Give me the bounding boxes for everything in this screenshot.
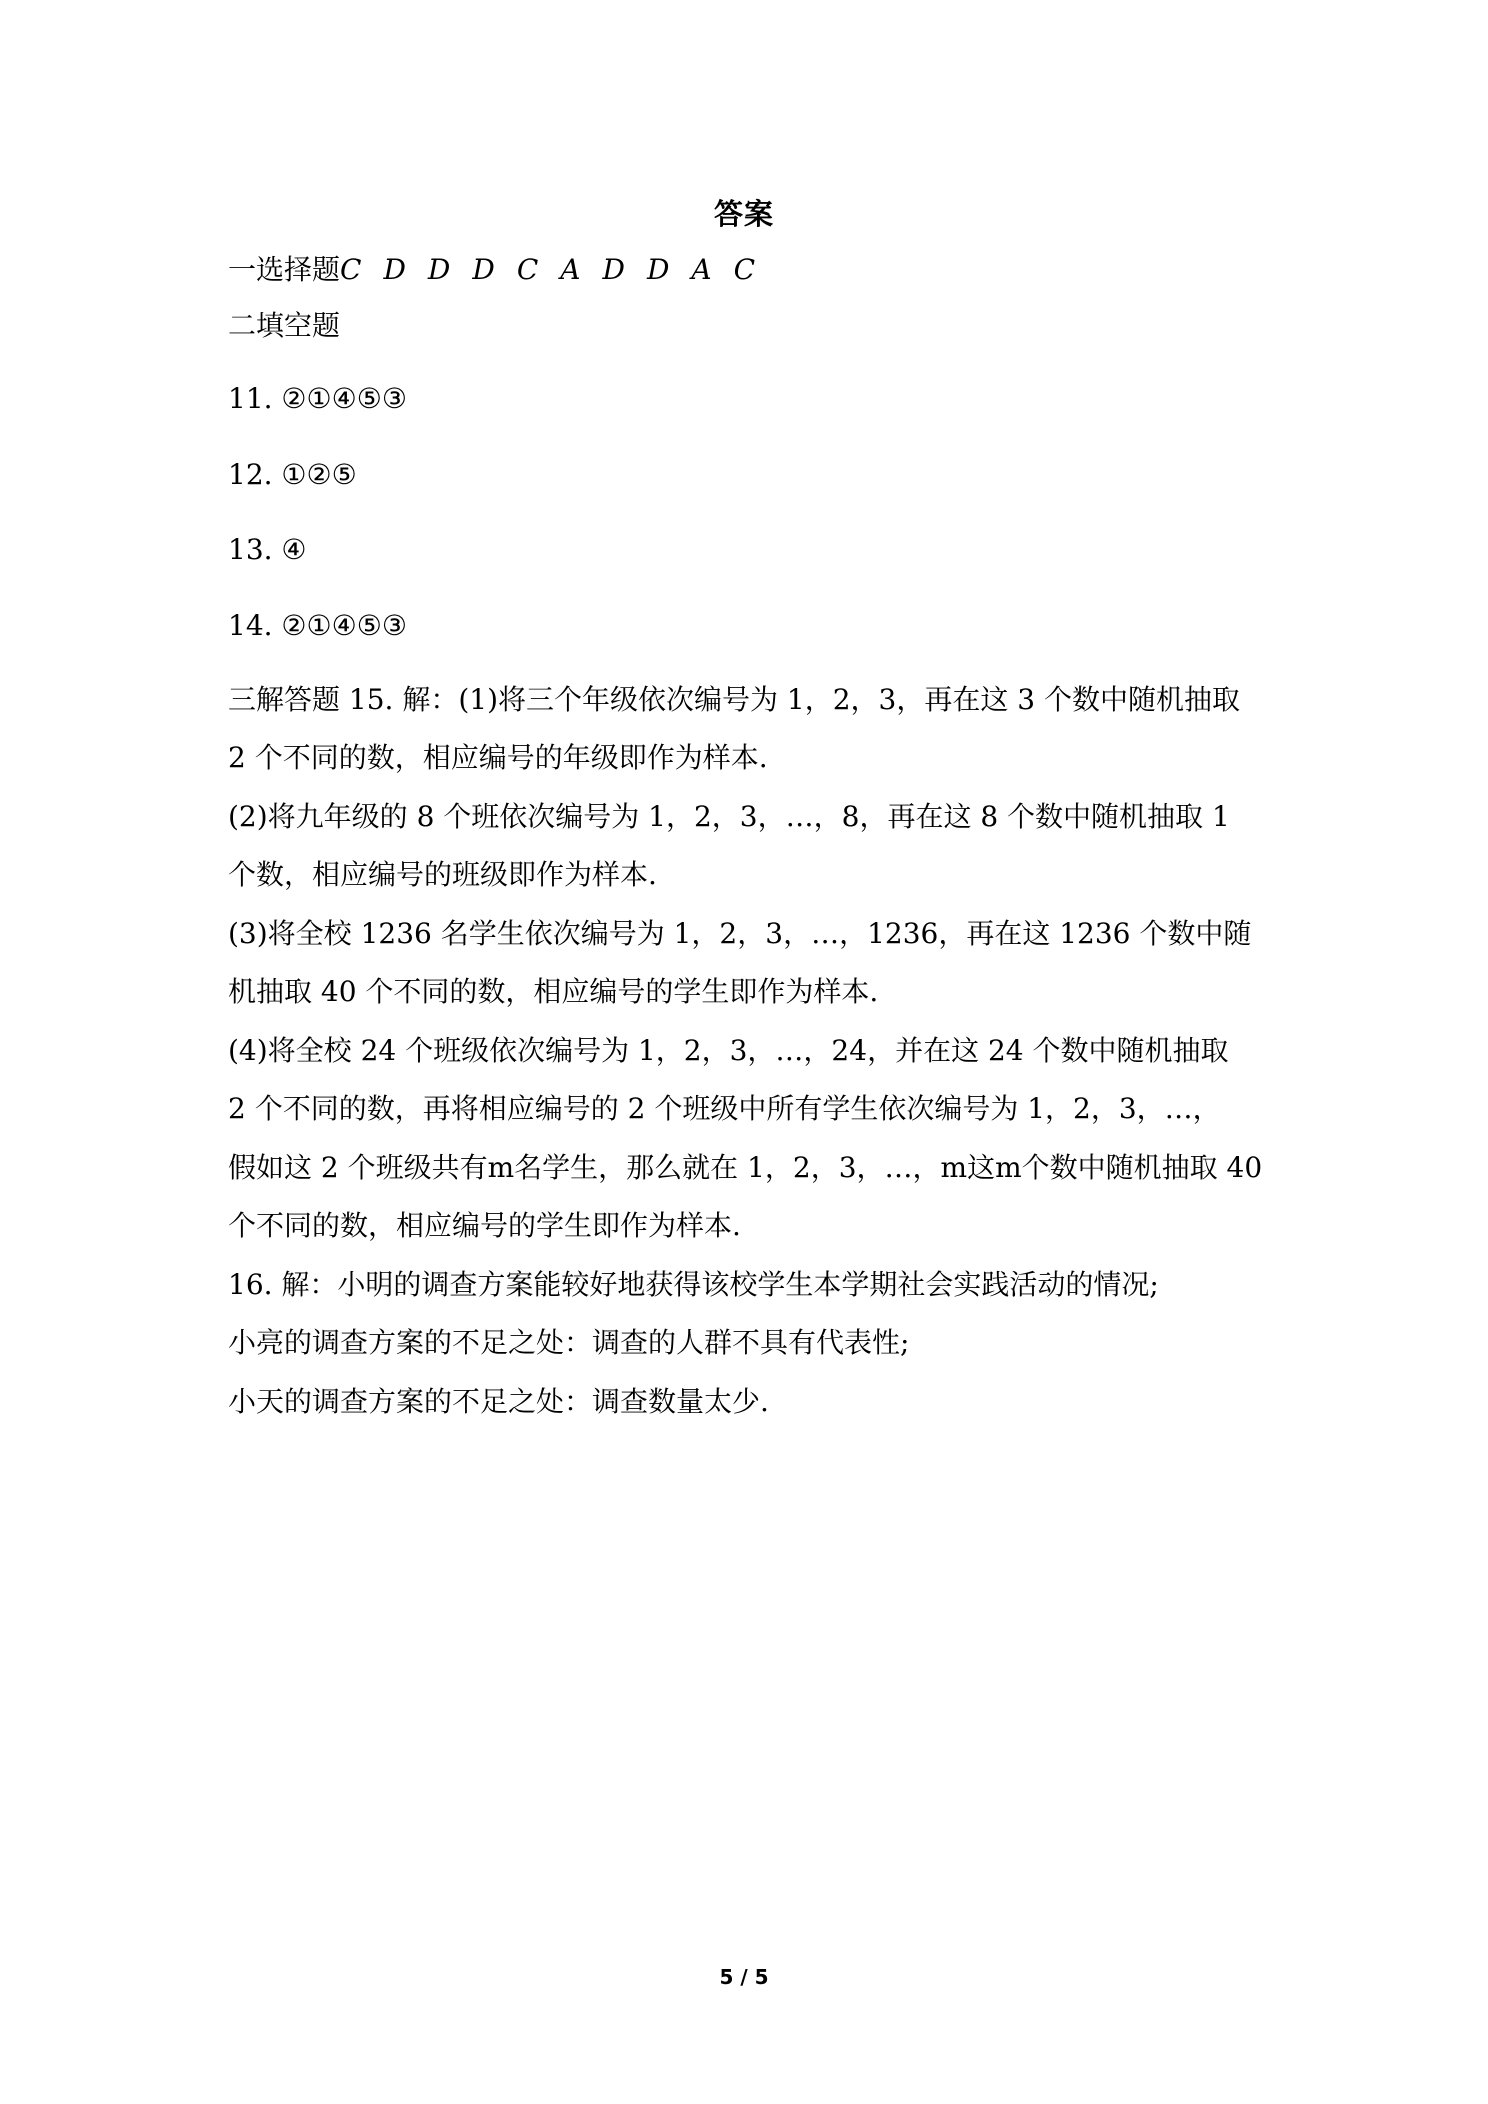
page-title: 答案 [713,197,774,231]
fill-answer-12: 12. ①②⑤ [228,458,357,491]
solution-line: 假如这 2 个班级共有m名学生，那么就在 1，2，3，…，m这m个数中随机抽取 40 [228,1151,1263,1184]
section-label: 一选择题 [228,253,341,286]
answer-3: D [427,253,451,286]
page-number: 5 / 5 [719,1965,769,1989]
solution-line: 个不同的数，相应编号的学生即作为样本. [228,1209,741,1242]
answer-7: D [602,253,625,286]
answer-2: D [383,253,406,286]
multiple-choice-answers [228,250,777,290]
fill-answer-13: 13. ④ [228,533,307,566]
solution-line: 16. 解：小明的调查方案能较好地获得该校学生本学期社会实践活动的情况; [228,1268,1159,1301]
solution-line: 小亮的调查方案的不足之处：调查的人群不具有代表性; [228,1326,910,1359]
answer-8: D [646,253,670,286]
solution-line: 个数，相应编号的班级即作为样本. [228,858,657,891]
solution-line: (3)将全校 1236 名学生依次编号为 1，2，3，…，1236，再在这 1236 个数中随 [228,917,1252,950]
answer-9: A [691,253,712,286]
solution-line: 2 个不同的数，再将相应编号的 2 个班级中所有学生依次编号为 1，2，3，…， [228,1092,1221,1125]
solution-line: (4)将全校 24 个班级依次编号为 1，2，3，…，24，并在这 24 个数中随机抽取 [228,1034,1229,1067]
solution-line: 小天的调查方案的不足之处：调查数量太少. [228,1385,769,1418]
answer-5: C [516,253,539,286]
answer-1: C [340,253,362,286]
answer-4: D [472,253,495,286]
solution-line: (2)将九年级的 8 个班依次编号为 1，2，3，…，8，再在这 8 个数中随机抽取 1 [228,800,1230,833]
solution-line: 三解答题 15. 解：(1)将三个年级依次编号为 1，2，3，再在这 3 个数中随机抽取 [228,683,1240,716]
solution-line: 2 个不同的数，相应编号的年级即作为样本. [228,741,768,774]
answer-6: A [560,253,581,286]
fill-answer-11: 11. ②①④⑤③ [228,382,407,415]
answer-10: C [733,253,756,286]
solution-line: 机抽取 40 个不同的数，相应编号的学生即作为样本. [228,975,879,1008]
fill-answer-14: 14. ②①④⑤③ [228,609,407,642]
section-label: 二填空题 [228,309,341,342]
